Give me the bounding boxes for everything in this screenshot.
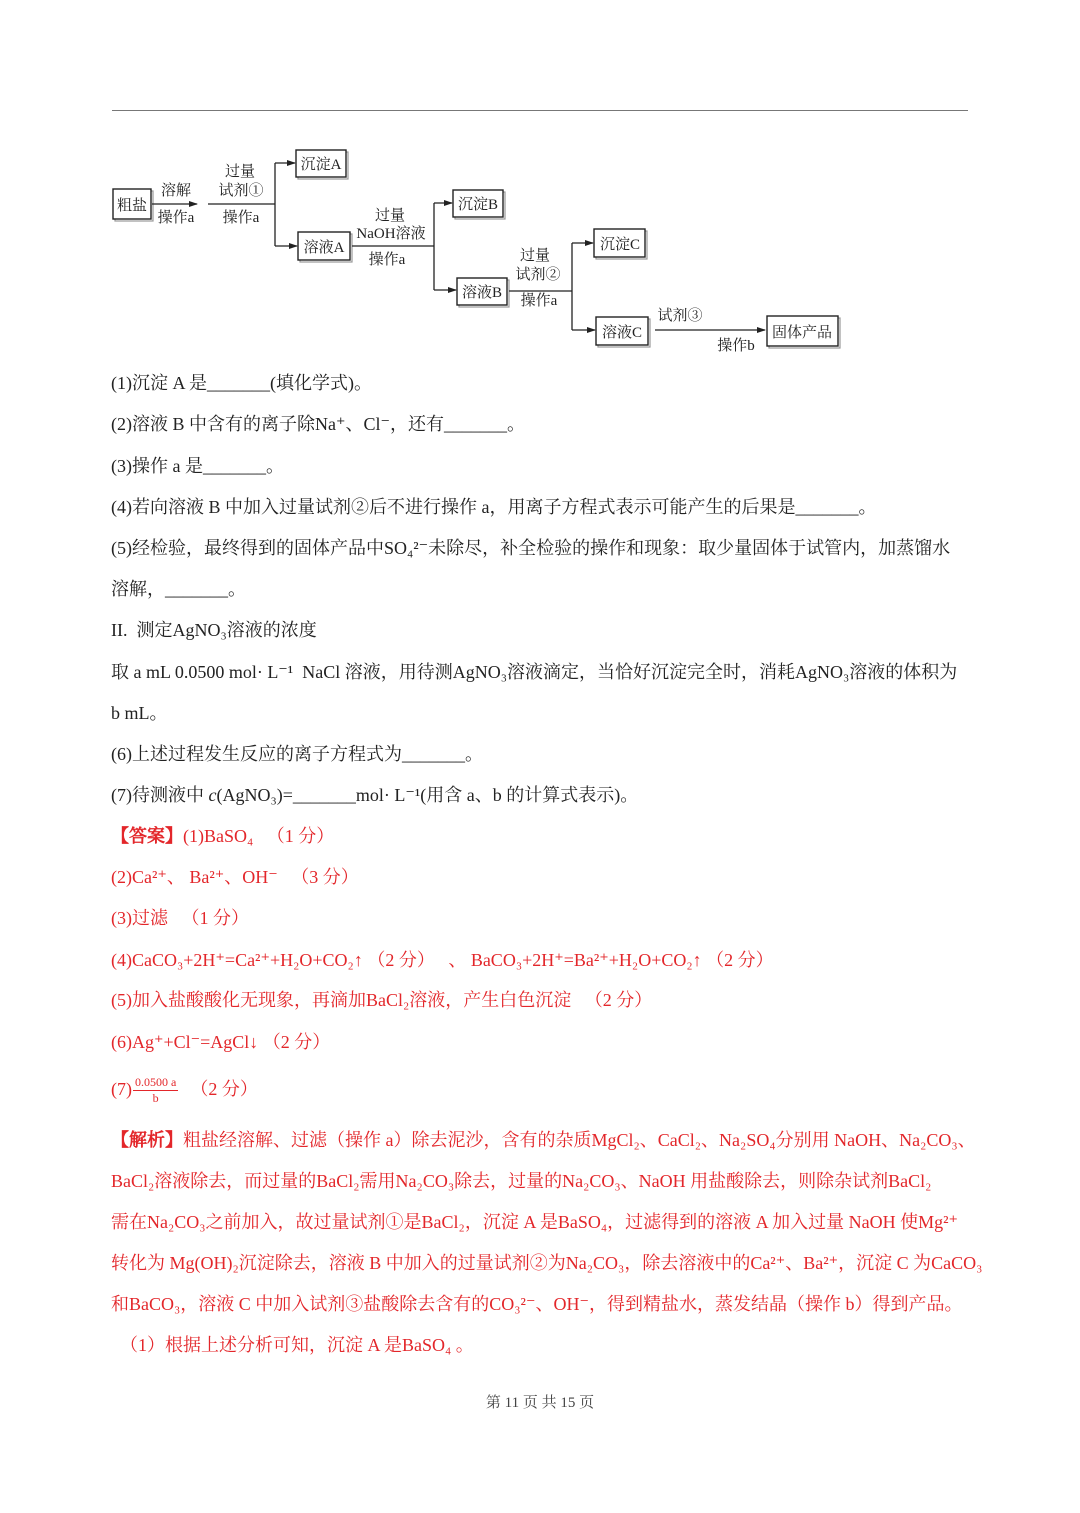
product-label: 固体产品 — [771, 325, 833, 341]
question-3: (3)操作 a 是_______。 — [111, 456, 284, 476]
step4-top2-label: 试剂② — [515, 267, 561, 283]
answer-7-prefix: (7) — [111, 1079, 132, 1099]
part-2-intro-line-1: 取 a mL 0.0500 mol· L⁻¹ NaCl 溶液，用待测AgNO₃溶液滴定，当恰好沉淀完全时，消耗AgNO₃溶液的体积为 — [111, 662, 958, 682]
header-rule — [112, 110, 968, 111]
analysis-line-4: 转化为 Mg(OH)₂沉淀除去，溶液 B 中加入的过量试剂②为Na₂CO₃，除去溶液中的Ca²⁺、Ba²⁺，沉淀 C 为CaCO₃ — [111, 1253, 983, 1273]
question-1: (1)沉淀 A 是_______(填化学式)。 — [111, 373, 372, 393]
step1-top-label: 溶解 — [160, 183, 192, 199]
step5-bottom-label: 操作b — [717, 338, 755, 354]
analysis-line-1-text: 粗盐经溶解、过滤（操作 a）除去泥沙，含有的杂质MgCl₂、CaCl₂、Na₂SO₄分别用 NaOH、Na₂CO₃、 — [183, 1130, 976, 1150]
analysis-line-6: （1）根据上述分析可知，沉淀 A 是BaSO₄ 。 — [120, 1335, 474, 1355]
step2-top1-label: 过量 — [224, 164, 256, 180]
step5-top-label: 试剂③ — [657, 308, 703, 324]
analysis-label: 【解析】 — [111, 1130, 183, 1150]
question-7-prefix: (7)待测液中 — [111, 785, 209, 805]
answer-1 — [111, 824, 334, 848]
answer-7-fraction — [133, 1075, 178, 1106]
answer-4: (4)CaCO₃+2H⁺=Ca²⁺+H₂O+CO₂↑ （2 分） 、 BaCO₃+2H⁺=Ba²⁺+H₂O+CO₂↑ （2 分） — [111, 950, 774, 970]
fraction-denominator: b — [152, 1091, 159, 1106]
part-2-intro-line-2: b mL。 — [111, 703, 168, 723]
page-footer: 第 11 页 共 15 页 — [485, 1395, 595, 1411]
step3-top2-label: NaOH溶液 — [356, 226, 426, 242]
step4-bottom-label: 操作a — [520, 293, 558, 309]
answer-7-suffix: （2 分） — [181, 1079, 258, 1099]
question-4: (4)若向溶液 B 中加入过量试剂②后不进行操作 a，用离子方程式表示可能产生的后果是_______。 — [111, 497, 877, 517]
step2-bottom-label: 操作a — [222, 210, 260, 226]
part-2-heading: II. 测定AgNO₃溶液的浓度 — [111, 620, 317, 640]
step2-top2-label: 试剂① — [218, 183, 264, 199]
solution-a-label: 溶液A — [303, 240, 345, 256]
answer-1-text: (1)BaSO₄ （1 分） — [183, 826, 335, 846]
answer-6: (6)Ag⁺+Cl⁻=AgCl↓ （2 分） — [111, 1032, 331, 1052]
crude-salt-label: 粗盐 — [116, 198, 148, 214]
precipitate-b-label: 沉淀B — [457, 197, 499, 213]
question-2: (2)溶液 B 中含有的离子除Na⁺、Cl⁻，还有_______。 — [111, 414, 525, 434]
question-5-line-2: 溶解，_______。 — [111, 579, 246, 599]
precipitate-c-label: 沉淀C — [599, 237, 641, 253]
question-7-variable: c — [208, 785, 217, 805]
answer-3: (3)过滤 （1 分） — [111, 908, 249, 928]
solution-b-label: 溶液B — [461, 285, 503, 301]
precipitate-a-label: 沉淀A — [300, 157, 342, 173]
question-7-rest: (AgNO₃)=_______mol· L⁻¹(用含 a、b 的计算式表示)。 — [216, 785, 639, 805]
question-7 — [111, 783, 638, 807]
fraction-numerator: 0.0500 a — [135, 1075, 177, 1090]
analysis-line-5: 和BaCO₃，溶液 C 中加入试剂③盐酸除去含有的CO₃²⁻、OH⁻，得到精盐水，蒸发结晶（操作 b）得到产品。 — [111, 1294, 963, 1314]
analysis-line-2: BaCl₂溶液除去，而过量的BaCl₂需用Na₂CO₃除去，过量的Na₂CO₃、NaOH 用盐酸除去，则除杂试剂BaCl₂ — [111, 1171, 932, 1191]
answer-7 — [111, 1072, 258, 1106]
question-6: (6)上述过程发生反应的离子方程式为_______。 — [111, 744, 483, 764]
purification-flowchart — [100, 140, 860, 360]
answer-label: 【答案】 — [111, 826, 183, 846]
analysis-line-3: 需在Na₂CO₃之前加入，故过量试剂①是BaCl₂，沉淀 A 是BaSO₄，过滤得到的溶液 A 加入过量 NaOH 使Mg²⁺ — [111, 1212, 958, 1232]
question-5-line-1: (5)经检验，最终得到的固体产品中SO₄²⁻未除尽，补全检验的操作和现象：取少量固体于试管内，加蒸馏水 — [111, 538, 951, 558]
answer-2: (2)Ca²⁺、 Ba²⁺、OH⁻ （3 分） — [111, 867, 359, 887]
analysis-line-1 — [111, 1128, 976, 1152]
solution-c-label: 溶液C — [601, 325, 643, 341]
step4-top1-label: 过量 — [519, 248, 551, 264]
step3-top1-label: 过量 — [374, 208, 406, 224]
answer-5: (5)加入盐酸酸化无现象，再滴加BaCl₂溶液，产生白色沉淀 （2 分） — [111, 990, 653, 1010]
step1-bottom-label: 操作a — [157, 210, 195, 226]
step3-bottom-label: 操作a — [368, 252, 406, 268]
